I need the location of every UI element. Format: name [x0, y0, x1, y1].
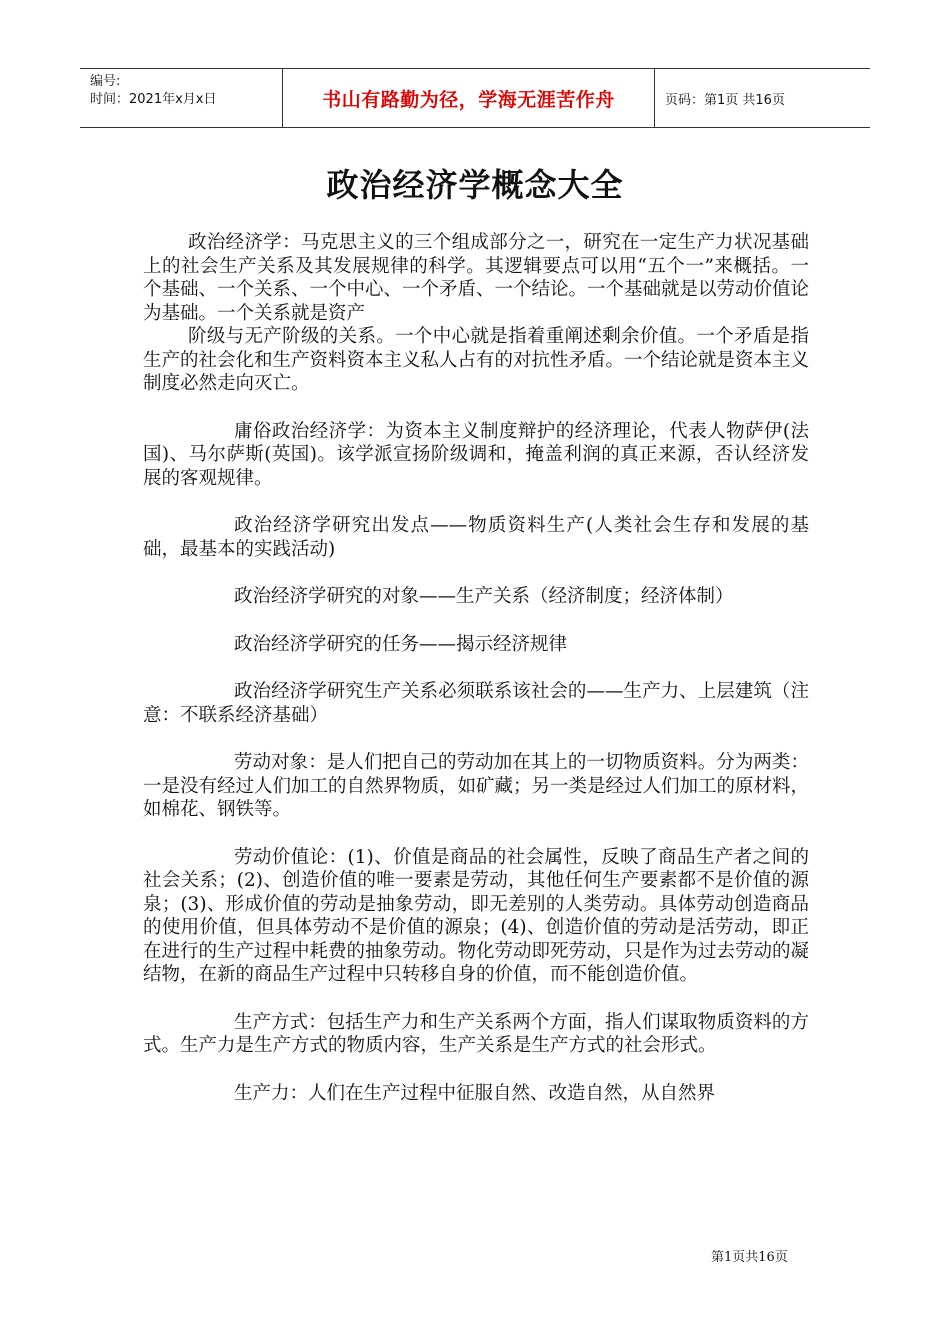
- page-footer: 第1页共16页: [711, 1250, 788, 1265]
- paragraph-productive-forces: 生产力：人们在生产过程中征服自然、改造自然，从自然界: [234, 1082, 716, 1104]
- document-body: [143, 231, 809, 1105]
- header-page-number: 页码：第1页 共16页: [665, 92, 785, 108]
- paragraph-labor-value-theory: 劳动价值论：(1)、价值是商品的社会属性，反映了商品生产者之间的社会关系；(2)、创造价值的唯一要素是劳动，其他任何生产要素都不是价值的源泉；(3)、形成价值的劳动是抽象劳动，即无差别的人类劳动。具体劳动创造商品的使用价值，但具体劳动不是价值的源泉；(4)、创造价值的劳动是活劳动，即正在进行的生产过程中耗费的抽象劳动。物化劳动即死劳动，只是作为过去劳动的凝结物，在新的商品生产过程中只转移自身的价值，而不能创造价值。: [143, 846, 810, 985]
- paragraph-vulgar-economics: 庸俗政治经济学：为资本主义制度辩护的经济理论，代表人物萨伊(法国)、马尔萨斯(英国)。该学派宣扬阶级调和，掩盖利润的真正来源，否认经济发展的客观规律。: [143, 420, 809, 489]
- paragraph-labor-object: 劳动对象：是人们把自己的劳动加在其上的一切物质资料。分为两类：一是没有经过人们加工的自然界物质，如矿藏；另一类是经过人们加工的原材料，如棉花、钢铁等。: [143, 752, 810, 820]
- paragraph-research-relations: 政治经济学研究生产关系必须联系该社会的——生产力、上层建筑（注意：不联系经济基础）: [143, 681, 809, 726]
- paragraph-mode-of-production: 生产方式：包括生产力和生产关系两个方面，指人们谋取物质资料的方式。生产力是生产方式的物质内容，生产关系是生产方式的社会形式。: [143, 1011, 809, 1056]
- document-title: 政治经济学概念大全: [326, 166, 624, 204]
- header-meta-cell: [80, 69, 282, 127]
- document-time-label: 时间：2021年x月x日: [90, 92, 217, 107]
- document-number-label: 编号:: [90, 74, 121, 89]
- paragraph-research-object: 政治经济学研究的对象——生产关系（经济制度；经济体制）: [234, 586, 734, 607]
- paragraph-research-task: 政治经济学研究的任务——揭示经济规律: [234, 633, 568, 655]
- header-motto: 书山有路勤为径，学海无涯苦作舟: [282, 69, 655, 127]
- paragraph-political-economy-continued: 阶级与无产阶级的关系。一个中心就是指着重阐述剩余价值。一个矛盾是指生产的社会化和生产资料资本主义私人占有的对抗性矛盾。一个结论就是资本主义制度必然走向灭亡。: [143, 326, 810, 394]
- paragraph-political-economy: 政治经济学：马克思主义的三个组成部分之一，研究在一定生产力状况基础上的社会生产关系及其发展规律的科学。其逻辑要点可以用“五个一”来概括。一个基础、一个关系、一个中心、一个矛盾、一个结论。一个基础就是以劳动价值论为基础。一个关系就是资产: [143, 232, 810, 324]
- paragraph-research-starting-point: 政治经济学研究出发点——物质资料生产(人类社会生存和发展的基础，最基本的实践活动): [143, 515, 809, 560]
- page-header: [80, 68, 870, 128]
